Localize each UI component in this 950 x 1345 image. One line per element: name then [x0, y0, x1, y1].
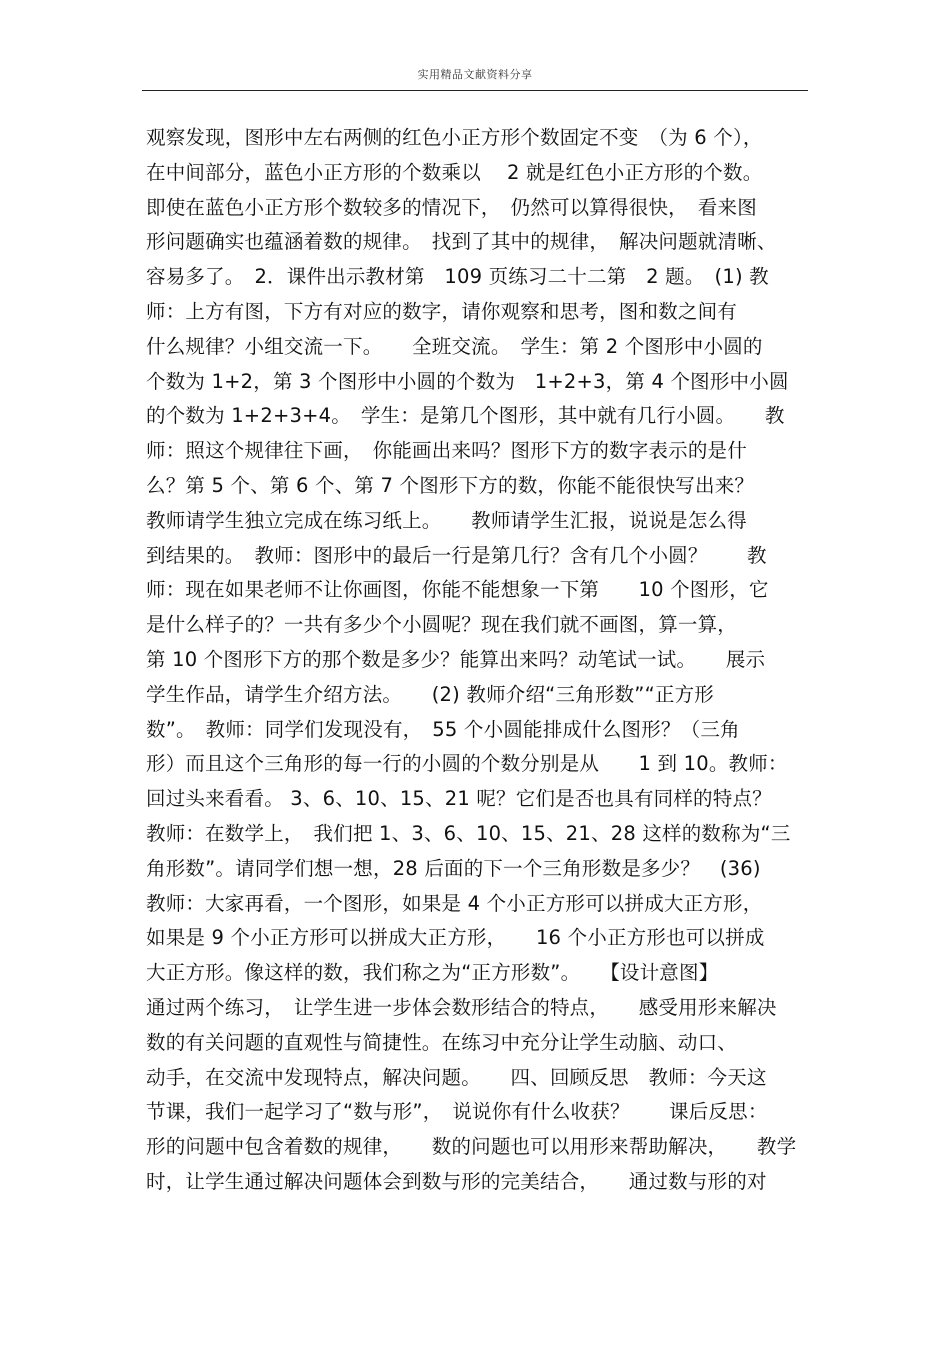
document-body — [146, 121, 816, 1200]
text-line: 容易多了。 2．课件出示教材第 109 页练习二十二第 2 题。 (1) 教 — [146, 265, 769, 289]
text-line: 第 10 个图形下方的那个数是多少？能算出来吗？动笔试一试。 展示 — [146, 647, 766, 671]
text-line: 的个数为 1+2+3+4。 学生：是第几个图形，其中就有几行小圆。 教 — [146, 404, 785, 428]
text-line: 学生作品，请学生介绍方法。 (2) 教师介绍“三角形数”“正方形 — [146, 682, 714, 706]
text-line: 观察发现，图形中左右两侧的红色小正方形个数固定不变 （为 6 个）， — [146, 126, 763, 149]
text-line: 教师：在数学上， 我们把 1、3、6、10、15、21、28 这样的数称为“三 — [146, 821, 791, 845]
text-line: 动手，在交流中发现特点，解决问题。 四、回顾反思 教师：今天这 — [146, 1065, 767, 1089]
text-line: 时，让学生通过解决问题体会到数与形的完美结合， 通过数与形的对 — [146, 1169, 767, 1193]
text-line: 回过头来看看。 3、6、10、15、21 呢？它们是否也具有同样的特点？ — [146, 787, 772, 811]
text-line: 如果是 9 个小正方形可以拼成大正方形， 16 个小正方形也可以拼成 — [146, 926, 765, 950]
text-line: 节课，我们一起学习了“数与形”， 说说你有什么收获？ 课后反思： — [146, 1100, 768, 1124]
header-divider — [142, 90, 808, 91]
text-line: 形的问题中包含着数的规律， 数的问题也可以用形来帮助解决， 教学 — [146, 1135, 797, 1159]
text-line: 数的有关问题的直观性与简捷性。在练习中充分让学生动脑、动口、 — [146, 1030, 738, 1054]
text-line: 个数为 1+2，第 3 个图形中小圆的个数为 1+2+3，第 4 个图形中小圆 — [146, 369, 789, 393]
text-line: 角形数”。请同学们想一想，28 后面的下一个三角形数是多少？ (36) — [146, 856, 761, 880]
text-line: 师：照这个规律往下画， 你能画出来吗？图形下方的数字表示的是什 — [146, 439, 747, 463]
text-line: 教师请学生独立完成在练习纸上。 教师请学生汇报，说说是怎么得 — [146, 508, 747, 532]
text-line: 什么规律？小组交流一下。 全班交流。 学生：第 2 个图形中小圆的 — [146, 334, 763, 358]
text-line: 形）而且这个三角形的每一行的小圆的个数分别是从 1 到 10。教师： — [146, 752, 788, 776]
text-line: 大正方形。像这样的数，我们称之为“正方形数”。 【设计意图】 — [146, 961, 719, 985]
text-line: 到结果的。 教师：图形中的最后一行是第几行？含有几个小圆？ 教 — [146, 543, 767, 567]
text-line: 师：上方有图，下方有对应的数字，请你观察和思考，图和数之间有 — [146, 299, 738, 323]
page-header-title: 实用精品文献资料分享 — [417, 68, 533, 81]
text-line: 即使在蓝色小正方形个数较多的情况下， 仍然可以算得很快， 看来图 — [146, 195, 757, 219]
text-line: 是什么样子的？一共有多少个小圆呢？现在我们就不画图，算一算， — [146, 613, 738, 637]
text-line: 数”。 教师：同学们发现没有， 55 个小圆能排成什么图形？（三角 — [146, 717, 740, 741]
text-line: 师：现在如果老师不让你画图，你能不能想象一下第 10 个图形，它 — [146, 578, 769, 602]
text-line: 教师：大家再看，一个图形，如果是 4 个小正方形可以拼成大正方形， — [146, 891, 763, 915]
text-line: 么？第 5 个、第 6 个、第 7 个图形下方的数，你能不能很快写出来？ — [146, 473, 755, 497]
text-line: 形问题确实也蕴涵着数的规律。 找到了其中的规律， 解决问题就清晰、 — [146, 230, 777, 254]
text-line: 在中间部分，蓝色小正方形的个数乘以 2 就是红色小正方形的个数。 — [146, 160, 763, 184]
text-line: 通过两个练习， 让学生进一步体会数形结合的特点， 感受用形来解决 — [146, 995, 777, 1019]
